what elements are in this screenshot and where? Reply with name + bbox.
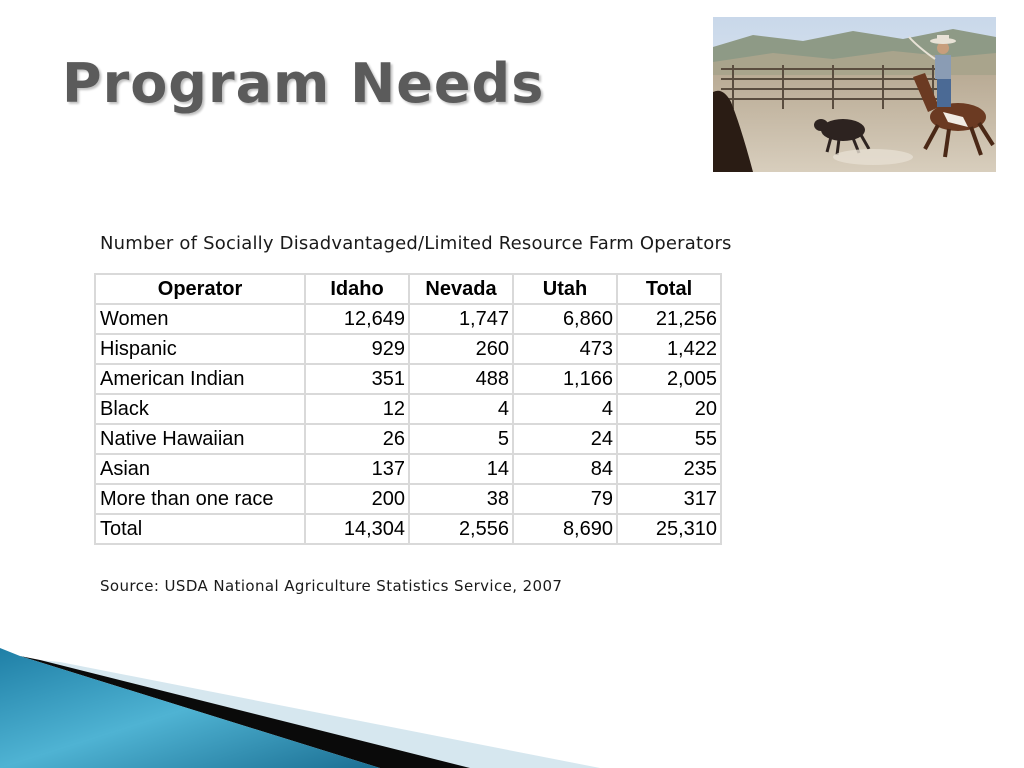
cell-nevada: 1,747 (409, 304, 513, 334)
source-note: Source: USDA National Agriculture Statistics Service, 2007 (100, 577, 563, 595)
cell-nevada: 2,556 (409, 514, 513, 544)
cell-utah: 4 (513, 394, 617, 424)
cell-utah: 1,166 (513, 364, 617, 394)
table-row (95, 304, 721, 334)
cell-utah: 6,860 (513, 304, 617, 334)
cell-idaho: 929 (305, 334, 409, 364)
cell-idaho: 200 (305, 484, 409, 514)
table-row (95, 424, 721, 454)
header-nevada: Nevada (409, 274, 513, 304)
row-label: Total (95, 514, 305, 544)
table-row (95, 334, 721, 364)
cell-utah: 79 (513, 484, 617, 514)
cell-nevada: 38 (409, 484, 513, 514)
cell-idaho: 137 (305, 454, 409, 484)
cell-total: 25,310 (617, 514, 721, 544)
table-row (95, 364, 721, 394)
cell-total: 317 (617, 484, 721, 514)
row-label: Asian (95, 454, 305, 484)
row-label: More than one race (95, 484, 305, 514)
row-label: Women (95, 304, 305, 334)
slide-title: Program Needs (62, 52, 545, 115)
cell-nevada: 14 (409, 454, 513, 484)
table-row (95, 394, 721, 424)
table-caption: Number of Socially Disadvantaged/Limited Resource Farm Operators (100, 233, 732, 254)
row-label: Black (95, 394, 305, 424)
table-row (95, 484, 721, 514)
operators-table (94, 273, 722, 545)
cell-utah: 84 (513, 454, 617, 484)
cell-utah: 473 (513, 334, 617, 364)
cell-idaho: 12 (305, 394, 409, 424)
cell-nevada: 488 (409, 364, 513, 394)
header-operator: Operator (95, 274, 305, 304)
header-idaho: Idaho (305, 274, 409, 304)
cell-nevada: 5 (409, 424, 513, 454)
cell-total: 2,005 (617, 364, 721, 394)
cell-total: 21,256 (617, 304, 721, 334)
cell-utah: 24 (513, 424, 617, 454)
cell-idaho: 351 (305, 364, 409, 394)
cell-nevada: 4 (409, 394, 513, 424)
cell-idaho: 26 (305, 424, 409, 454)
cell-idaho: 12,649 (305, 304, 409, 334)
cell-nevada: 260 (409, 334, 513, 364)
cell-total: 55 (617, 424, 721, 454)
cell-idaho: 14,304 (305, 514, 409, 544)
cell-total: 235 (617, 454, 721, 484)
cell-total: 20 (617, 394, 721, 424)
row-label: Hispanic (95, 334, 305, 364)
corner-wave-decoration (0, 640, 1024, 768)
header-utah: Utah (513, 274, 617, 304)
table-row (95, 454, 721, 484)
row-label: Native Hawaiian (95, 424, 305, 454)
table-header-row (95, 274, 721, 304)
cell-total: 1,422 (617, 334, 721, 364)
row-label: American Indian (95, 364, 305, 394)
header-total: Total (617, 274, 721, 304)
table-total-row (95, 514, 721, 544)
cell-utah: 8,690 (513, 514, 617, 544)
ranch-photo-icon (713, 17, 996, 172)
